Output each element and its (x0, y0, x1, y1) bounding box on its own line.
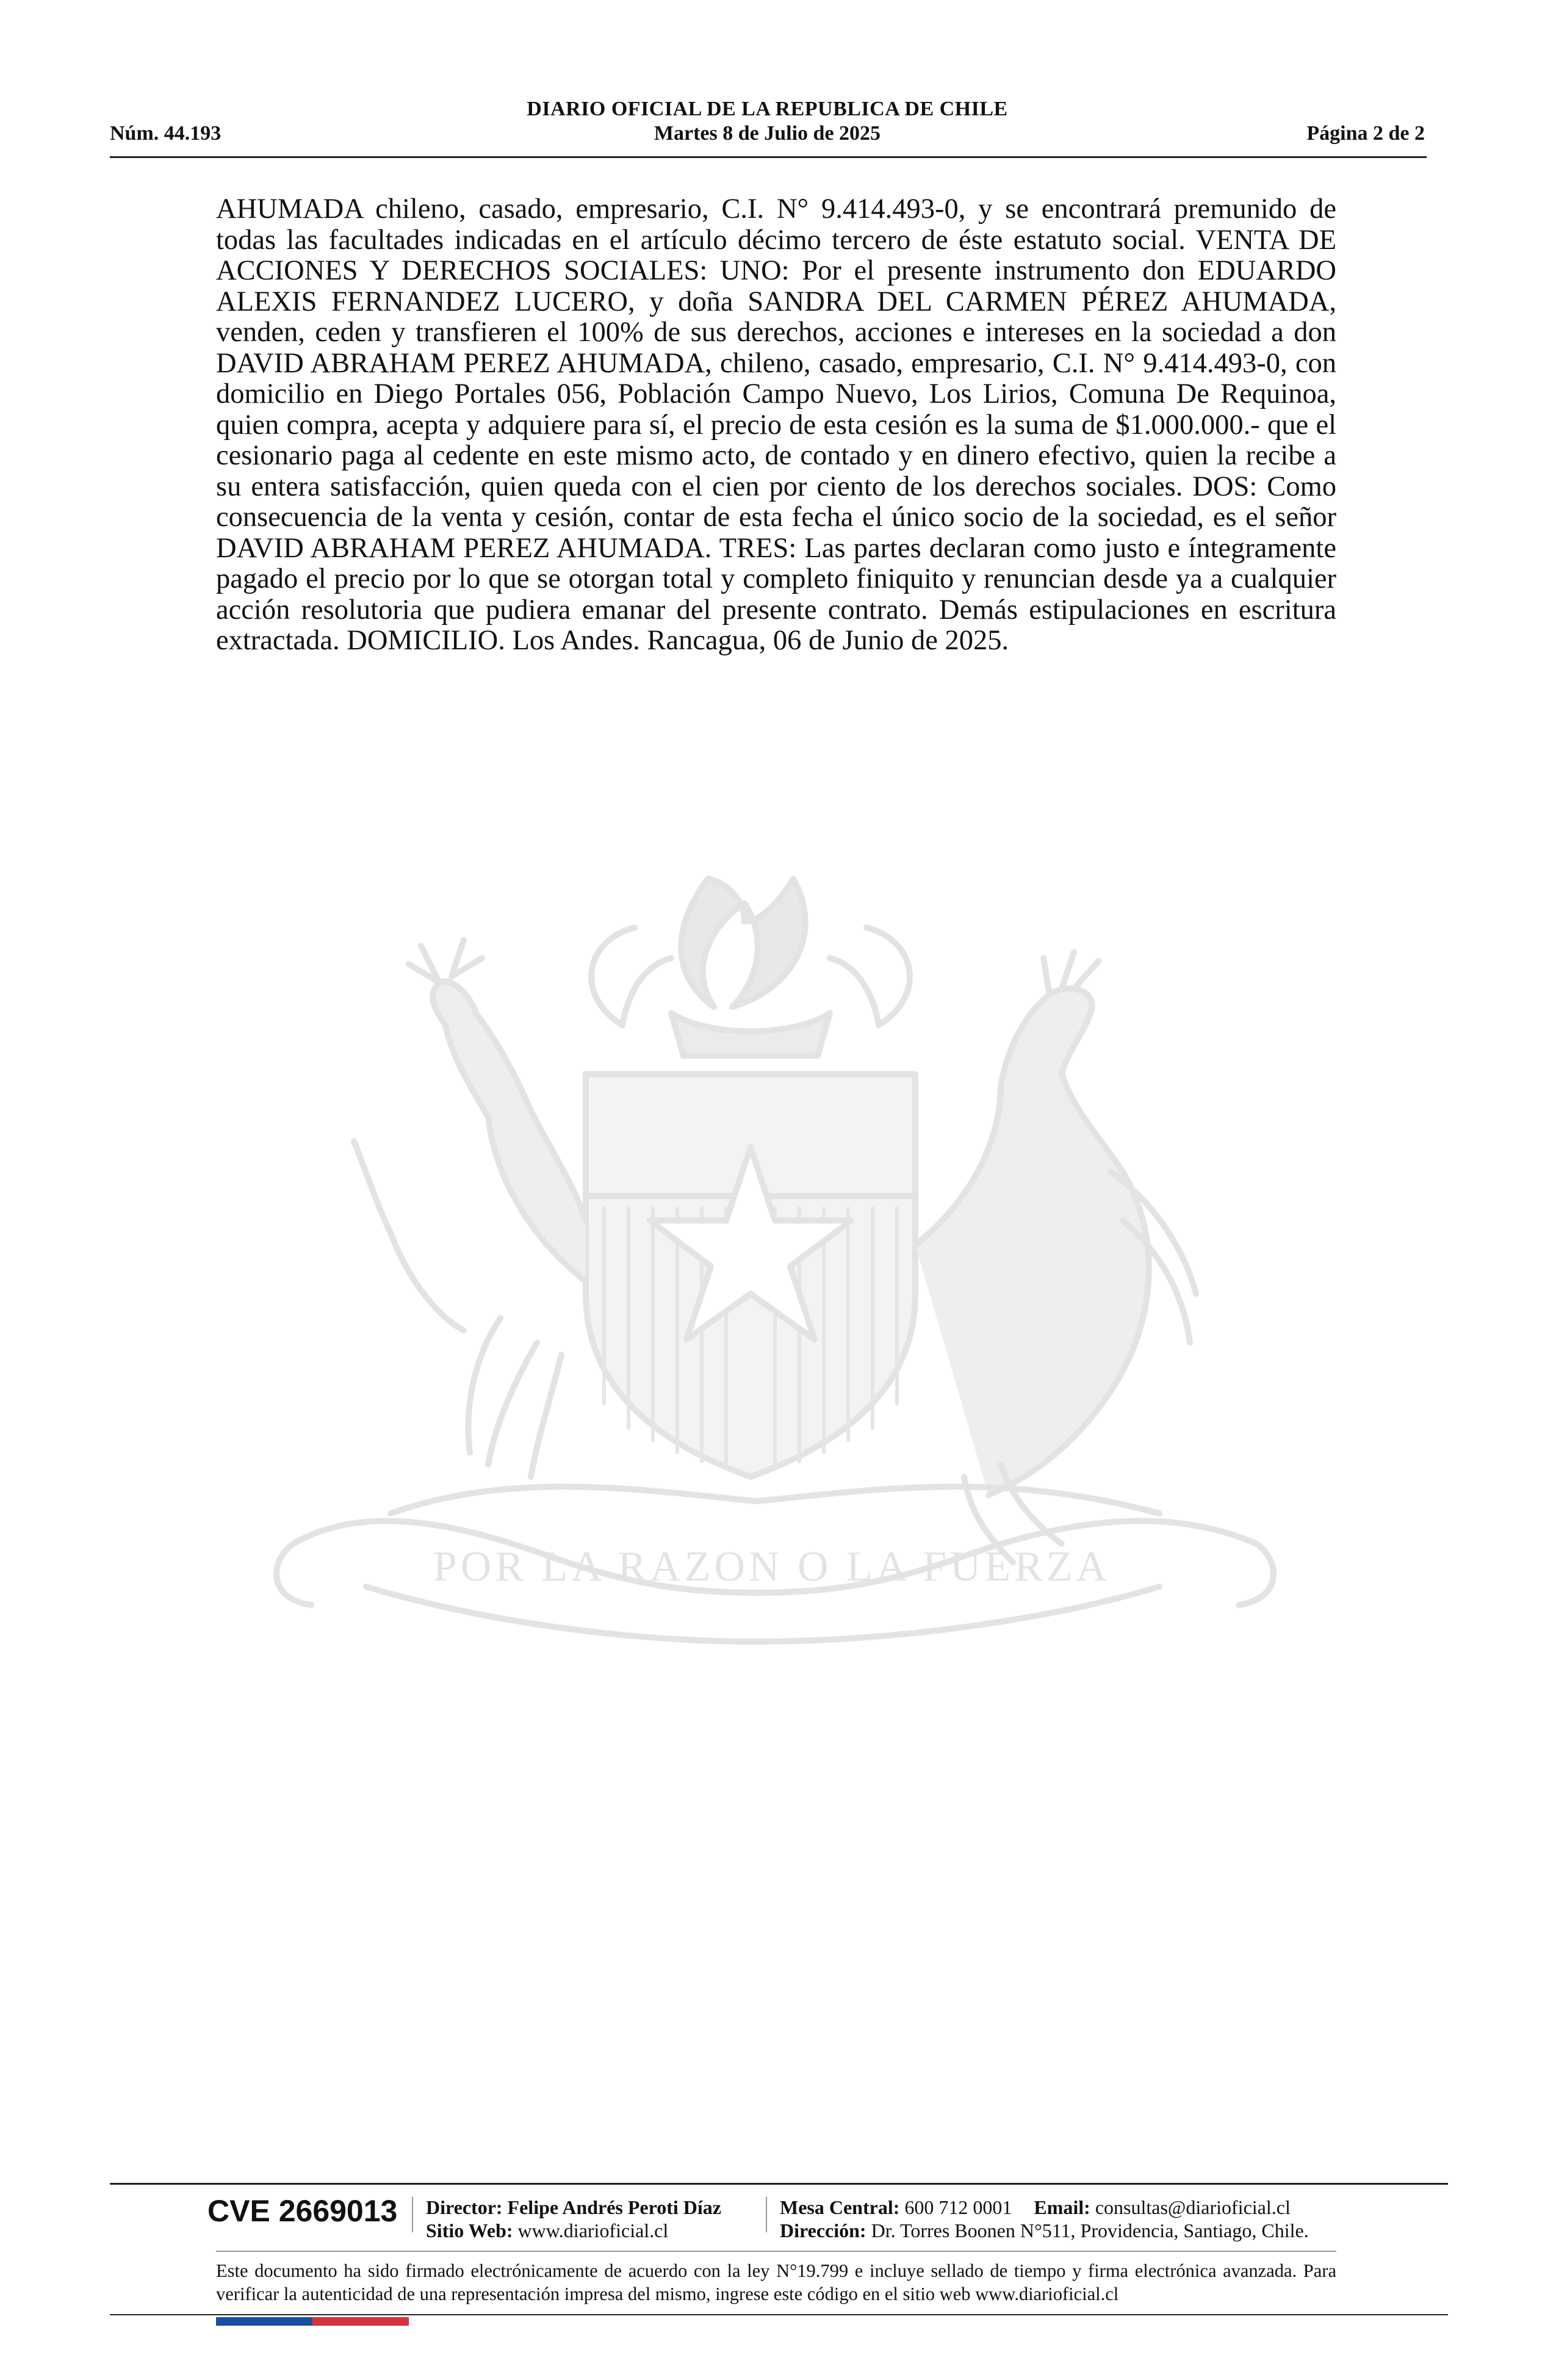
header-row (110, 122, 1425, 149)
issue-number: Núm. 44.193 (110, 122, 222, 145)
page-indicator: Página 2 de 2 (1306, 122, 1425, 145)
publication-title: DIARIO OFICIAL DE LA REPUBLICA DE CHILE (527, 98, 1008, 120)
address-value: Dr. Torres Boonen N°511, Providencia, Santiago, Chile. (871, 2220, 1309, 2241)
footer-divider-top (110, 2183, 1448, 2185)
cve-code: CVE 2669013 (207, 2194, 398, 2228)
address-label: Dirección: (780, 2220, 866, 2241)
site-label: Sitio Web: (426, 2220, 513, 2241)
flag-color-bar (216, 2317, 409, 2326)
body-paragraph: AHUMADA chileno, casado, empresario, C.I. N° 9.414.493-0, y se encontrará premunido de todas las facultades indicadas en el artículo décimo tercero de éste estatuto social. VENTA DE ACCIONES Y DERECHOS SOCIALES: UNO: Por el presente instrumento don EDUARDO ALEXIS FERNANDEZ LUCERO, y doña SANDRA DEL CARMEN PÉREZ AHUMADA, venden, ceden y transfieren el 100% de sus derechos, acciones e intereses en la sociedad a don DAVID ABRAHAM PEREZ AHUMADA, chileno, casado, empresario, C.I. N° 9.414.493-0, con domicilio en Diego Portales 056, Población Campo Nuevo, Los Lirios, Comuna De Requinoa, quien compra, acepta y adquiere para sí, el precio de esta cesión es la suma de $1.000.000.- que el cesionario paga al cedente en este mismo acto, de contado y en dinero efectivo, quien la recibe a su entera satisfacción, quien queda con el cien por ciento de los derechos sociales. DOS: Como consecuencia de la venta y cesión, contar de esta fecha el único socio de la sociedad, es el señor DAVID ABRAHAM PEREZ AHUMADA. TRES: Las partes declaran como justo e íntegramente pagado el precio por lo que se otorgan total y completo finiquito y renuncian desde ya a cualquier acción resolutoria que pudiera emanar del presente contrato. Demás estipulaciones en escritura extractada. DOMICILIO. Los Andes. Rancagua, 06 de Junio de 2025. (216, 193, 1336, 656)
phone-value: 600 712 0001 (904, 2196, 1012, 2218)
flag-red-segment (312, 2317, 409, 2326)
footer-divider-bottom (110, 2314, 1448, 2315)
footer-separator (412, 2197, 413, 2232)
site-link[interactable]: www.diarioficial.cl (517, 2220, 669, 2241)
footer-separator (766, 2197, 767, 2232)
email-label: Email: (1034, 2196, 1090, 2218)
chile-coat-of-arms-icon (207, 854, 1336, 1672)
flag-blue-segment (216, 2317, 312, 2326)
email-link[interactable]: consultas@diarioficial.cl (1095, 2196, 1291, 2218)
header-divider (110, 156, 1427, 158)
director-label: Director: (426, 2196, 503, 2218)
director-name: Felipe Andrés Peroti Díaz (507, 2196, 721, 2218)
footer-director-block (426, 2196, 721, 2242)
footer-divider-middle (216, 2251, 1336, 2252)
issue-date: Martes 8 de Julio de 2025 (654, 122, 881, 145)
svg-text:POR LA RAZON O LA FUERZA: POR LA RAZON O LA FUERZA (433, 1543, 1111, 1590)
signature-notice: Este documento ha sido firmado electrónicamente de acuerdo con la ley N°19.799 e incluye sellado de tiempo y firma electrónica avanzada. Para verificar la autenticidad de una representación impresa del mismo, ingrese este código en el sitio web www.diarioficial.cl (216, 2260, 1336, 2304)
footer-contact-block (780, 2196, 1309, 2242)
phone-label: Mesa Central: (780, 2196, 900, 2218)
